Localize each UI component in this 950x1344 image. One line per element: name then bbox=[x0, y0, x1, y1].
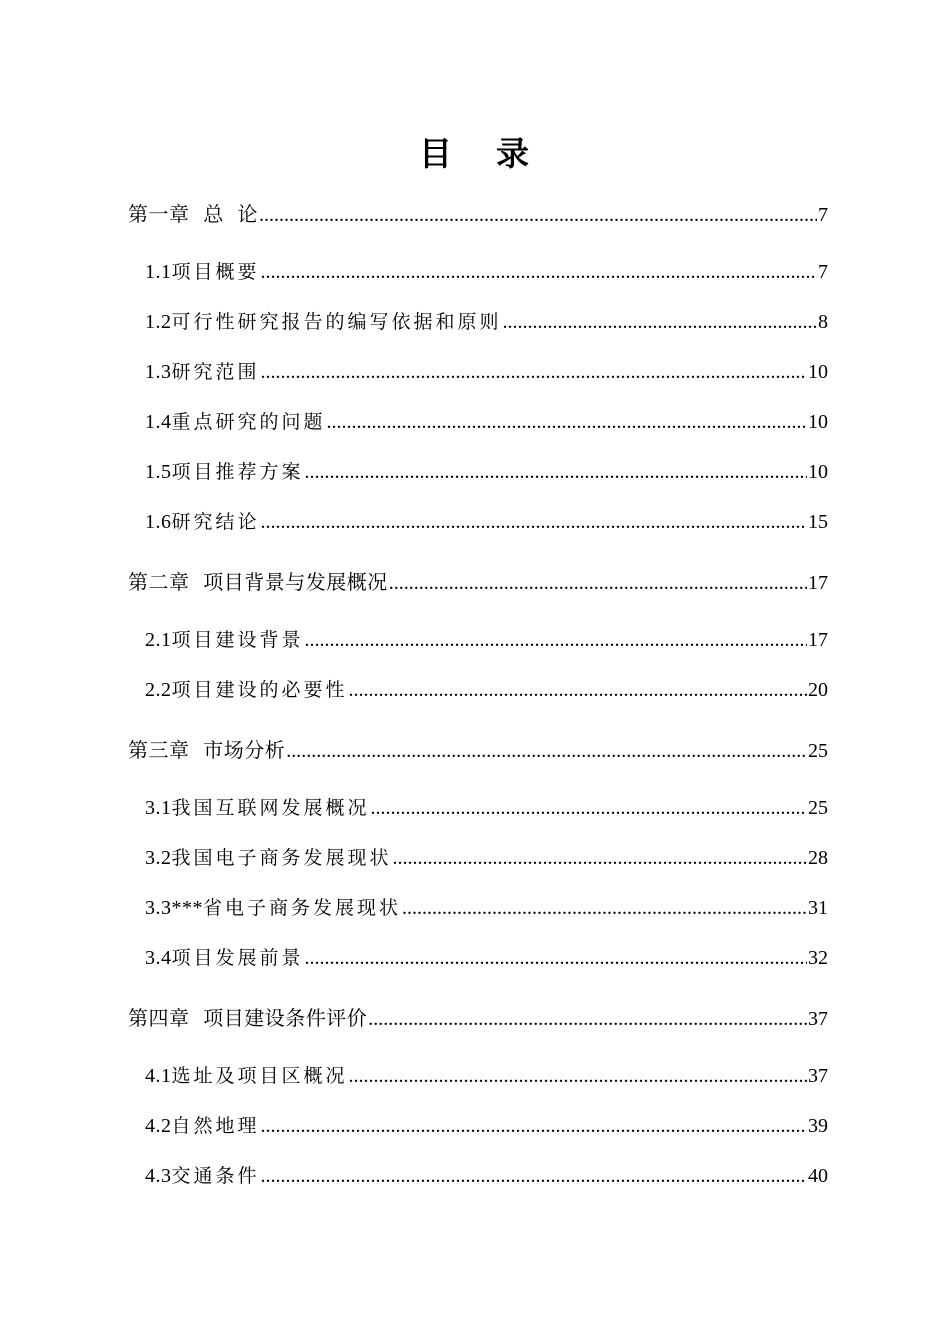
toc-section-title: 可行性研究报告的编写依据和原则 bbox=[171, 311, 502, 333]
toc-section-entry[interactable] bbox=[145, 893, 828, 920]
toc-page-number: 32 bbox=[808, 947, 828, 969]
toc-section-number: 3.1 bbox=[145, 797, 172, 819]
toc-section-number: 1.1 bbox=[145, 261, 172, 283]
toc-page-number: 40 bbox=[808, 1165, 828, 1187]
dot-leader bbox=[368, 1008, 807, 1031]
toc-entry-label bbox=[145, 1161, 260, 1188]
dot-leader bbox=[261, 261, 817, 284]
toc-section-title: 项目发展前景 bbox=[171, 947, 304, 969]
toc-section-number: 1.2 bbox=[145, 311, 172, 333]
toc-section-number: 2.2 bbox=[145, 679, 172, 701]
toc-section-title: 重点研究的问题 bbox=[171, 411, 326, 433]
toc-chapter-entry[interactable] bbox=[128, 566, 828, 595]
toc-entry-label: 第三章 市场分析 bbox=[128, 738, 286, 762]
toc-section-title: 我国互联网发展概况 bbox=[171, 797, 370, 819]
toc-section-entry[interactable] bbox=[145, 793, 828, 820]
dot-leader bbox=[349, 679, 807, 702]
dot-leader bbox=[402, 897, 807, 920]
toc-section-entry[interactable] bbox=[145, 675, 828, 702]
toc-section-title: 项目推荐方案 bbox=[171, 461, 304, 483]
toc-entry-label bbox=[145, 893, 401, 920]
toc-section-number: 4.2 bbox=[145, 1115, 172, 1137]
toc-section-title: 研究结论 bbox=[171, 511, 260, 533]
toc-chapter-entry[interactable] bbox=[128, 1002, 828, 1031]
toc-page-number: 28 bbox=[808, 847, 828, 869]
toc-chapter-entry[interactable] bbox=[128, 198, 828, 227]
toc-entry-label bbox=[145, 457, 304, 484]
toc-section-number: 3.4 bbox=[145, 947, 172, 969]
title-char-1: 目 bbox=[419, 134, 454, 173]
toc-entry-label bbox=[145, 507, 260, 534]
dot-leader bbox=[327, 411, 807, 434]
toc-section-title: 选址及项目区概况 bbox=[171, 1065, 348, 1087]
toc-section-entry[interactable] bbox=[145, 843, 828, 870]
dot-leader bbox=[261, 1115, 807, 1138]
toc-page-number: 20 bbox=[808, 679, 828, 701]
dot-leader bbox=[261, 361, 807, 384]
toc-page-number: 10 bbox=[808, 461, 828, 483]
toc-section-entry[interactable] bbox=[145, 507, 828, 534]
toc-section-number: 3.3*** bbox=[145, 897, 203, 919]
dot-leader bbox=[305, 629, 807, 652]
toc-section-title: 研究范围 bbox=[171, 361, 260, 383]
toc-page-number: 25 bbox=[808, 797, 828, 819]
toc-entry-label bbox=[145, 625, 304, 652]
page-title bbox=[0, 128, 950, 175]
toc-section-number: 1.6 bbox=[145, 511, 172, 533]
toc-page-number: 17 bbox=[808, 572, 828, 594]
toc-section-entry[interactable] bbox=[145, 1061, 828, 1088]
toc-page-number: 39 bbox=[808, 1115, 828, 1137]
toc-page-number: 10 bbox=[808, 361, 828, 383]
toc-entry-label bbox=[145, 1061, 348, 1088]
toc-section-title: 项目建设的必要性 bbox=[171, 679, 348, 701]
toc-section-number: 4.3 bbox=[145, 1165, 172, 1187]
dot-leader bbox=[286, 740, 807, 763]
toc-section-entry[interactable] bbox=[145, 457, 828, 484]
dot-leader bbox=[393, 847, 807, 870]
toc-section-entry[interactable] bbox=[145, 407, 828, 434]
dot-leader bbox=[503, 311, 817, 334]
title-char-2: 录 bbox=[496, 134, 531, 173]
toc-section-entry[interactable] bbox=[145, 307, 828, 334]
toc-page-number: 17 bbox=[808, 629, 828, 651]
dot-leader bbox=[305, 461, 807, 484]
toc-entry-label: 第一章 总 论 bbox=[128, 202, 258, 226]
toc-page-number: 8 bbox=[818, 311, 828, 333]
toc-section-number: 2.1 bbox=[145, 629, 172, 651]
dot-leader bbox=[349, 1065, 807, 1088]
toc-entry-label: 第四章 项目建设条件评价 bbox=[128, 1006, 368, 1030]
toc-section-entry[interactable] bbox=[145, 257, 828, 284]
toc-entry-label bbox=[145, 843, 392, 870]
toc-section-entry[interactable] bbox=[145, 943, 828, 970]
toc-entry-label bbox=[145, 793, 370, 820]
toc-section-title: 交通条件 bbox=[171, 1165, 260, 1187]
toc-section-number: 1.5 bbox=[145, 461, 172, 483]
toc-entry-label bbox=[145, 307, 502, 334]
toc-entry-label bbox=[145, 675, 348, 702]
dot-leader bbox=[259, 204, 817, 227]
dot-leader bbox=[261, 1165, 807, 1188]
toc-entry-label: 第二章 项目背景与发展概况 bbox=[128, 570, 388, 594]
toc-entry-label bbox=[145, 257, 260, 284]
toc-entry-label bbox=[145, 943, 304, 970]
toc-chapter-entry[interactable] bbox=[128, 734, 828, 763]
toc-entry-label bbox=[145, 407, 326, 434]
toc-page-number: 37 bbox=[808, 1008, 828, 1030]
toc-page-number: 7 bbox=[818, 204, 828, 226]
toc-page-number: 31 bbox=[808, 897, 828, 919]
toc-section-number: 3.2 bbox=[145, 847, 172, 869]
toc-page-number: 10 bbox=[808, 411, 828, 433]
toc-section-entry[interactable] bbox=[145, 625, 828, 652]
toc-section-entry[interactable] bbox=[145, 1161, 828, 1188]
toc-page-number: 37 bbox=[808, 1065, 828, 1087]
toc-section-title: 自然地理 bbox=[171, 1115, 260, 1137]
toc-section-number: 1.4 bbox=[145, 411, 172, 433]
toc-section-title: 项目概要 bbox=[171, 261, 260, 283]
toc-entry-label bbox=[145, 357, 260, 384]
toc-section-entry[interactable] bbox=[145, 1111, 828, 1138]
dot-leader bbox=[261, 511, 807, 534]
toc-section-number: 4.1 bbox=[145, 1065, 172, 1087]
toc-section-entry[interactable] bbox=[145, 357, 828, 384]
dot-leader bbox=[389, 572, 807, 595]
toc-entry-label bbox=[145, 1111, 260, 1138]
toc-page-number: 7 bbox=[818, 261, 828, 283]
dot-leader bbox=[371, 797, 807, 820]
dot-leader bbox=[305, 947, 807, 970]
toc-section-title: 项目建设背景 bbox=[171, 629, 304, 651]
toc-section-title: 我国电子商务发展现状 bbox=[171, 847, 392, 869]
toc-page-number: 15 bbox=[808, 511, 828, 533]
toc-section-title: 省电子商务发展现状 bbox=[203, 897, 402, 919]
toc-section-number: 1.3 bbox=[145, 361, 172, 383]
toc-page-number: 25 bbox=[808, 740, 828, 762]
